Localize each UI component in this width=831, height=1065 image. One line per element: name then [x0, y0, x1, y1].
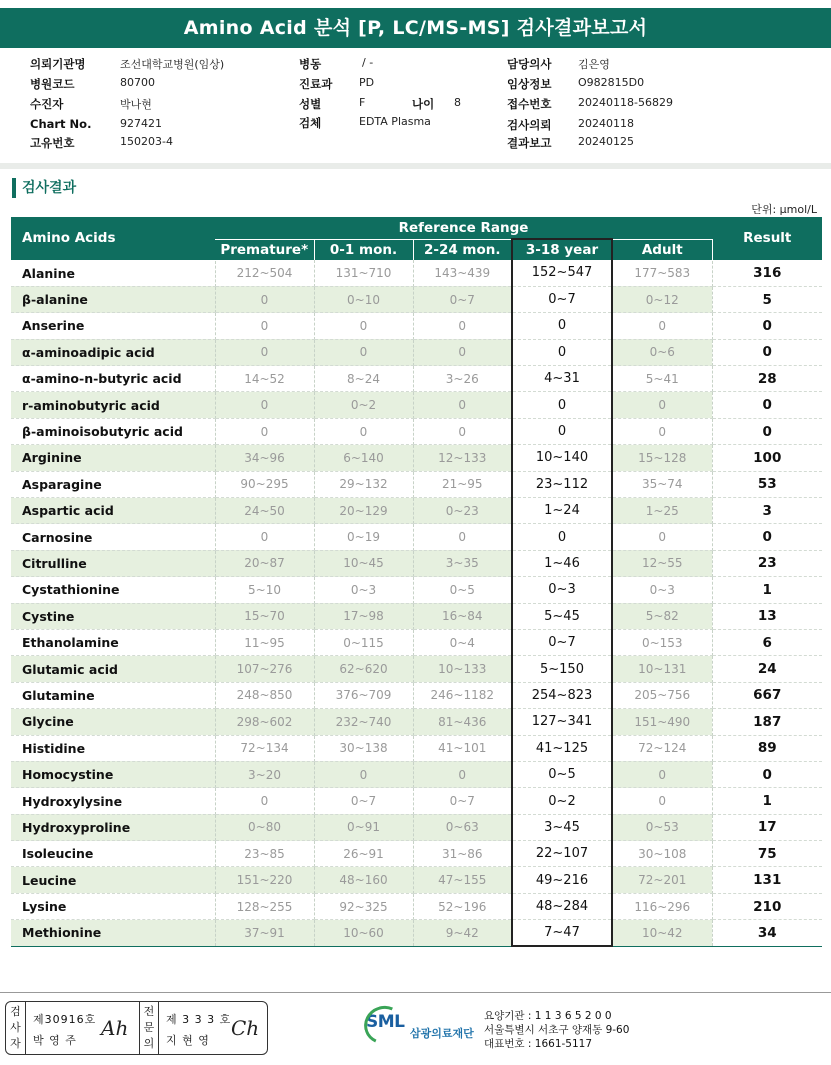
tester-signature: Ah: [101, 1016, 129, 1040]
specialist-label: 전문의: [139, 1002, 159, 1054]
amino-acid-name: r-aminobutyric acid: [11, 392, 215, 418]
amino-acid-name: Glutamic acid: [11, 656, 215, 682]
ref-3-18-year: 152~547: [512, 260, 612, 286]
ref-2-24-mon: 0: [413, 392, 512, 418]
amino-acid-name: α-aminoadipic acid: [11, 339, 215, 365]
ref-premature: 248~850: [215, 682, 314, 708]
header-0-1-mon: 0-1 mon.: [314, 239, 413, 260]
ref-3-18-year: 127~341: [512, 709, 612, 735]
ref-0-1-mon: 48~160: [314, 867, 413, 893]
ref-3-18-year: 41~125: [512, 735, 612, 761]
ref-2-24-mon: 3~26: [413, 366, 512, 392]
result-value: 23: [712, 550, 822, 576]
ref-3-18-year: 0~7: [512, 286, 612, 312]
amino-acid-name: Arginine: [11, 445, 215, 471]
ref-premature: 0: [215, 418, 314, 444]
ref-adult: 30~108: [612, 841, 712, 867]
amino-acid-name: β-aminoisobutyric acid: [11, 418, 215, 444]
unique-no-label: 고유번호: [30, 136, 75, 150]
ref-0-1-mon: 6~140: [314, 445, 413, 471]
ref-3-18-year: 5~150: [512, 656, 612, 682]
result-value: 187: [712, 709, 822, 735]
result-value: 1: [712, 788, 822, 814]
ref-premature: 107~276: [215, 656, 314, 682]
ref-3-18-year: 0~7: [512, 629, 612, 655]
ref-3-18-year: 1~46: [512, 550, 612, 576]
sex-value: F: [359, 96, 366, 109]
chart-no-label: Chart No.: [30, 117, 92, 131]
ref-2-24-mon: 0~23: [413, 498, 512, 524]
header-3-18-year: 3-18 year: [512, 239, 612, 260]
results-table: [11, 217, 822, 947]
ref-adult: 0: [612, 788, 712, 814]
header-adult: Adult: [612, 239, 712, 260]
request-date-value: 20240118: [578, 117, 634, 130]
ref-2-24-mon: 21~95: [413, 471, 512, 497]
ref-0-1-mon: 20~129: [314, 498, 413, 524]
ref-2-24-mon: 0~7: [413, 788, 512, 814]
ref-premature: 37~91: [215, 920, 314, 946]
unique-no-value: 150203-4: [120, 135, 173, 148]
department-value: PD: [359, 76, 375, 89]
ref-premature: 128~255: [215, 893, 314, 919]
result-value: 75: [712, 841, 822, 867]
ref-3-18-year: 49~216: [512, 867, 612, 893]
amino-acid-name: Alanine: [11, 260, 215, 286]
amino-acid-name: Hydroxyproline: [11, 814, 215, 840]
ref-2-24-mon: 0: [413, 524, 512, 550]
table-row: [11, 814, 822, 840]
ref-2-24-mon: 0~4: [413, 629, 512, 655]
table-row: [11, 498, 822, 524]
ref-3-18-year: 10~140: [512, 445, 612, 471]
amino-acid-name: Leucine: [11, 867, 215, 893]
ward-value: / -: [362, 56, 374, 69]
signature-box: [5, 1001, 268, 1055]
header-result: Result: [712, 217, 822, 260]
ref-adult: 5~82: [612, 603, 712, 629]
table-row: [11, 603, 822, 629]
ref-3-18-year: 0: [512, 418, 612, 444]
ref-2-24-mon: 0: [413, 761, 512, 787]
ref-0-1-mon: 0: [314, 418, 413, 444]
unit-label: 단위: μmol/L: [751, 203, 817, 216]
section-title: 검사결과: [12, 178, 76, 198]
table-row: [11, 709, 822, 735]
ref-adult: 0~153: [612, 629, 712, 655]
ref-adult: 0: [612, 418, 712, 444]
tester-name: 박 영 주: [33, 1034, 77, 1047]
ref-0-1-mon: 0: [314, 761, 413, 787]
ref-premature: 14~52: [215, 366, 314, 392]
ref-2-24-mon: 9~42: [413, 920, 512, 946]
ref-2-24-mon: 0~5: [413, 577, 512, 603]
result-value: 1: [712, 577, 822, 603]
org-address: 서울특별시 서초구 양재동 9-60: [484, 1024, 630, 1036]
table-row: [11, 445, 822, 471]
ward-label: 병동: [299, 57, 322, 71]
result-value: 0: [712, 761, 822, 787]
header-premature: Premature*: [215, 239, 314, 260]
ref-2-24-mon: 143~439: [413, 260, 512, 286]
specimen-label: 검체: [299, 116, 322, 130]
result-value: 667: [712, 682, 822, 708]
ref-adult: 35~74: [612, 471, 712, 497]
sml-logo: [366, 1012, 474, 1040]
ref-0-1-mon: 17~98: [314, 603, 413, 629]
amino-acid-name: Methionine: [11, 920, 215, 946]
table-row: [11, 761, 822, 787]
ref-adult: 12~55: [612, 550, 712, 576]
ref-premature: 24~50: [215, 498, 314, 524]
ref-0-1-mon: 0~115: [314, 629, 413, 655]
ref-premature: 0: [215, 788, 314, 814]
patient-value: 박나현: [120, 98, 152, 111]
ref-0-1-mon: 0~91: [314, 814, 413, 840]
chart-no-value: 927421: [120, 117, 162, 130]
amino-acid-name: Citrulline: [11, 550, 215, 576]
ref-2-24-mon: 10~133: [413, 656, 512, 682]
table-row: [11, 577, 822, 603]
ref-adult: 5~41: [612, 366, 712, 392]
ref-premature: 20~87: [215, 550, 314, 576]
org-phone: 대표번호 : 1661-5117: [484, 1038, 593, 1050]
ref-3-18-year: 23~112: [512, 471, 612, 497]
ref-0-1-mon: 131~710: [314, 260, 413, 286]
result-value: 100: [712, 445, 822, 471]
amino-acid-name: Hydroxylysine: [11, 788, 215, 814]
institution-value: 조선대학교병원(임상): [120, 58, 225, 71]
ref-adult: 0~3: [612, 577, 712, 603]
ref-premature: 34~96: [215, 445, 314, 471]
amino-acid-name: Glutamine: [11, 682, 215, 708]
ref-0-1-mon: 29~132: [314, 471, 413, 497]
ref-2-24-mon: 0~63: [413, 814, 512, 840]
table-row: [11, 260, 822, 286]
table-row: [11, 339, 822, 365]
result-value: 6: [712, 629, 822, 655]
table-row: [11, 392, 822, 418]
org-address-block: [484, 1009, 629, 1051]
clinical-info-label: 임상정보: [507, 77, 552, 91]
logo-arc-icon: [359, 1000, 410, 1049]
result-value: 0: [712, 418, 822, 444]
ref-2-24-mon: 0: [413, 418, 512, 444]
header-2-24-mon: 2-24 mon.: [413, 239, 512, 260]
department-label: 진료과: [299, 77, 333, 91]
tester-license-no: 제30916호: [33, 1013, 97, 1026]
ref-adult: 0~6: [612, 339, 712, 365]
ref-3-18-year: 22~107: [512, 841, 612, 867]
ref-adult: 0~53: [612, 814, 712, 840]
ref-premature: 3~20: [215, 761, 314, 787]
request-date-label: 검사의뢰: [507, 118, 552, 132]
amino-acid-name: Homocystine: [11, 761, 215, 787]
org-code: 요양기관 : 1 1 3 6 5 2 0 0: [484, 1010, 612, 1022]
age-label: 나이: [412, 97, 435, 111]
ref-3-18-year: 0~2: [512, 788, 612, 814]
ref-adult: 1~25: [612, 498, 712, 524]
logo-text: SML: [366, 1012, 405, 1032]
ref-0-1-mon: 232~740: [314, 709, 413, 735]
ref-premature: 15~70: [215, 603, 314, 629]
ref-premature: 0: [215, 392, 314, 418]
ref-adult: 151~490: [612, 709, 712, 735]
specialist-license-no: 제 3 3 3 호: [166, 1013, 232, 1026]
ref-3-18-year: 0: [512, 392, 612, 418]
ref-2-24-mon: 47~155: [413, 867, 512, 893]
doctor-label: 담당의사: [507, 57, 552, 71]
results-body: [11, 260, 822, 946]
ref-2-24-mon: 3~35: [413, 550, 512, 576]
ref-2-24-mon: 0: [413, 313, 512, 339]
amino-acid-name: Aspartic acid: [11, 498, 215, 524]
result-value: 0: [712, 524, 822, 550]
ref-adult: 0: [612, 761, 712, 787]
ref-0-1-mon: 376~709: [314, 682, 413, 708]
ref-2-24-mon: 31~86: [413, 841, 512, 867]
doctor-value: 김은영: [578, 58, 610, 71]
ref-premature: 0: [215, 524, 314, 550]
ref-3-18-year: 0: [512, 313, 612, 339]
amino-acid-name: Cystine: [11, 603, 215, 629]
ref-3-18-year: 0: [512, 524, 612, 550]
result-value: 28: [712, 366, 822, 392]
ref-0-1-mon: 0: [314, 313, 413, 339]
amino-acid-name: Cystathionine: [11, 577, 215, 603]
ref-0-1-mon: 10~60: [314, 920, 413, 946]
ref-premature: 0~80: [215, 814, 314, 840]
ref-2-24-mon: 246~1182: [413, 682, 512, 708]
amino-acid-name: Ethanolamine: [11, 629, 215, 655]
ref-adult: 72~124: [612, 735, 712, 761]
result-value: 0: [712, 392, 822, 418]
result-value: 131: [712, 867, 822, 893]
table-row: [11, 629, 822, 655]
ref-0-1-mon: 0~10: [314, 286, 413, 312]
report-title: Amino Acid 분석 [P, LC/MS-MS] 검사결과보고서: [0, 8, 831, 48]
ref-0-1-mon: 62~620: [314, 656, 413, 682]
table-row: [11, 418, 822, 444]
ref-3-18-year: 0~5: [512, 761, 612, 787]
amino-acid-name: Glycine: [11, 709, 215, 735]
ref-0-1-mon: 0~3: [314, 577, 413, 603]
ref-2-24-mon: 0: [413, 339, 512, 365]
table-row: [11, 867, 822, 893]
ref-premature: 151~220: [215, 867, 314, 893]
institution-label: 의뢰기관명: [30, 57, 86, 71]
ref-3-18-year: 4~31: [512, 366, 612, 392]
ref-adult: 72~201: [612, 867, 712, 893]
ref-3-18-year: 3~45: [512, 814, 612, 840]
table-row: [11, 524, 822, 550]
ref-premature: 212~504: [215, 260, 314, 286]
result-value: 0: [712, 313, 822, 339]
amino-acid-name: β-alanine: [11, 286, 215, 312]
table-row: [11, 735, 822, 761]
patient-info: [0, 56, 831, 154]
specialist-name: 지 현 영: [166, 1034, 210, 1047]
table-row: [11, 920, 822, 946]
ref-0-1-mon: 0~19: [314, 524, 413, 550]
ref-0-1-mon: 0: [314, 339, 413, 365]
receipt-no-label: 접수번호: [507, 97, 552, 111]
amino-acid-name: α-amino-n-butyric acid: [11, 366, 215, 392]
ref-adult: 0~12: [612, 286, 712, 312]
ref-premature: 5~10: [215, 577, 314, 603]
ref-adult: 205~756: [612, 682, 712, 708]
specialist-signature: Ch: [231, 1016, 260, 1040]
ref-0-1-mon: 10~45: [314, 550, 413, 576]
header-amino-acids: Amino Acids: [11, 217, 215, 260]
amino-acid-name: Asparagine: [11, 471, 215, 497]
result-value: 24: [712, 656, 822, 682]
amino-acid-name: Histidine: [11, 735, 215, 761]
result-value: 3: [712, 498, 822, 524]
ref-0-1-mon: 0~7: [314, 788, 413, 814]
result-value: 34: [712, 920, 822, 946]
result-value: 316: [712, 260, 822, 286]
table-row: [11, 656, 822, 682]
ref-2-24-mon: 0~7: [413, 286, 512, 312]
specimen-value: EDTA Plasma: [359, 115, 431, 128]
section-divider: [0, 163, 831, 169]
result-value: 53: [712, 471, 822, 497]
ref-premature: 23~85: [215, 841, 314, 867]
ref-adult: 116~296: [612, 893, 712, 919]
ref-premature: 72~134: [215, 735, 314, 761]
tester-label: 검사자: [6, 1002, 26, 1054]
table-row: [11, 471, 822, 497]
result-value: 17: [712, 814, 822, 840]
org-name: 삼광의료재단: [410, 1027, 474, 1040]
ref-2-24-mon: 16~84: [413, 603, 512, 629]
ref-0-1-mon: 0~2: [314, 392, 413, 418]
clinical-info-value: O982815D0: [578, 76, 645, 89]
ref-premature: 298~602: [215, 709, 314, 735]
ref-premature: 90~295: [215, 471, 314, 497]
table-row: [11, 893, 822, 919]
ref-premature: 0: [215, 286, 314, 312]
receipt-no-value: 20240118-56829: [578, 96, 673, 109]
ref-premature: 0: [215, 339, 314, 365]
ref-3-18-year: 0~3: [512, 577, 612, 603]
ref-3-18-year: 0: [512, 339, 612, 365]
ref-adult: 10~42: [612, 920, 712, 946]
ref-2-24-mon: 52~196: [413, 893, 512, 919]
hospital-code-value: 80700: [120, 76, 155, 89]
amino-acid-name: Isoleucine: [11, 841, 215, 867]
result-value: 5: [712, 286, 822, 312]
report-date-value: 20240125: [578, 135, 634, 148]
ref-0-1-mon: 30~138: [314, 735, 413, 761]
ref-adult: 177~583: [612, 260, 712, 286]
table-row: [11, 286, 822, 312]
result-value: 0: [712, 339, 822, 365]
sex-label: 성별: [299, 97, 322, 111]
ref-premature: 0: [215, 313, 314, 339]
ref-2-24-mon: 81~436: [413, 709, 512, 735]
result-value: 89: [712, 735, 822, 761]
table-row: [11, 366, 822, 392]
ref-adult: 0: [612, 524, 712, 550]
ref-adult: 15~128: [612, 445, 712, 471]
ref-0-1-mon: 8~24: [314, 366, 413, 392]
ref-3-18-year: 5~45: [512, 603, 612, 629]
ref-adult: 0: [612, 392, 712, 418]
report-date-label: 결과보고: [507, 136, 552, 150]
hospital-code-label: 병원코드: [30, 77, 75, 91]
ref-3-18-year: 254~823: [512, 682, 612, 708]
header-reference-range: Reference Range: [215, 217, 712, 239]
age-value: 8: [454, 96, 461, 109]
ref-0-1-mon: 26~91: [314, 841, 413, 867]
result-value: 210: [712, 893, 822, 919]
ref-2-24-mon: 12~133: [413, 445, 512, 471]
table-row: [11, 313, 822, 339]
table-row: [11, 841, 822, 867]
amino-acid-name: Anserine: [11, 313, 215, 339]
table-row: [11, 682, 822, 708]
table-row: [11, 550, 822, 576]
ref-3-18-year: 1~24: [512, 498, 612, 524]
result-value: 13: [712, 603, 822, 629]
ref-3-18-year: 7~47: [512, 920, 612, 946]
ref-0-1-mon: 92~325: [314, 893, 413, 919]
ref-premature: 11~95: [215, 629, 314, 655]
ref-3-18-year: 48~284: [512, 893, 612, 919]
amino-acid-name: Carnosine: [11, 524, 215, 550]
ref-adult: 10~131: [612, 656, 712, 682]
amino-acid-name: Lysine: [11, 893, 215, 919]
patient-label: 수진자: [30, 97, 64, 111]
footer-divider: [0, 992, 831, 993]
ref-adult: 0: [612, 313, 712, 339]
table-row: [11, 788, 822, 814]
ref-2-24-mon: 41~101: [413, 735, 512, 761]
